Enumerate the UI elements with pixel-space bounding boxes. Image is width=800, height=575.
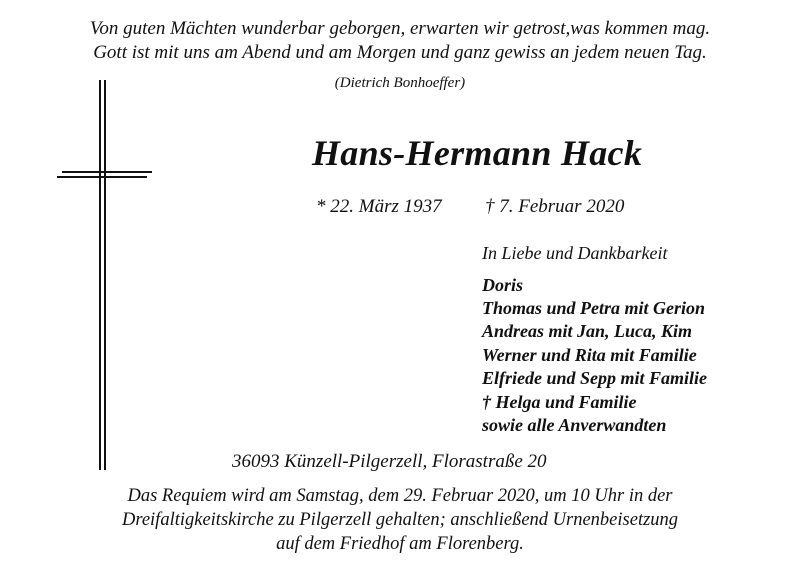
quote-line-1: Von guten Mächten wunderbar geborgen, erwarten wir getrost,was kommen mag. [89, 18, 711, 39]
service-notice-line-1: Das Requiem wird am Samstag, dem 29. Februar 2020, um 10 Uhr in der [127, 486, 673, 506]
deceased-name: Hans-Hermann Hack [312, 133, 643, 173]
quote-author: (Dietrich Bonhoeffer) [334, 75, 466, 91]
address: 36093 Künzell-Pilgerzell, Florastraße 20 [232, 451, 547, 472]
birth-date: * 22. März 1937 [316, 196, 442, 217]
mourner-name: Elfriede und Sepp mit Familie [482, 368, 708, 388]
mourner-name: Thomas und Petra mit Gerion [482, 298, 706, 318]
mourner-name: † Helga und Familie [482, 392, 637, 412]
mourners-intro: In Liebe und Dankbarkeit [482, 243, 668, 263]
mourner-name: Doris [482, 275, 524, 295]
quote-line-2: Gott ist mit uns am Abend und am Morgen und ganz gewiss an jedem neuen Tag. [93, 42, 707, 63]
mourner-name: Werner und Rita mit Familie [482, 345, 697, 365]
service-notice-line-2: Dreifaltigkeitskirche zu Pilgerzell gehalten; anschließend Urnenbeisetzung [121, 510, 679, 530]
mourner-name: sowie alle Anverwandten [482, 415, 667, 435]
service-notice-line-3: auf dem Friedhof am Florenberg. [276, 534, 524, 554]
mourner-name: Andreas mit Jan, Luca, Kim [482, 321, 693, 341]
death-date: † 7. Februar 2020 [485, 196, 625, 217]
